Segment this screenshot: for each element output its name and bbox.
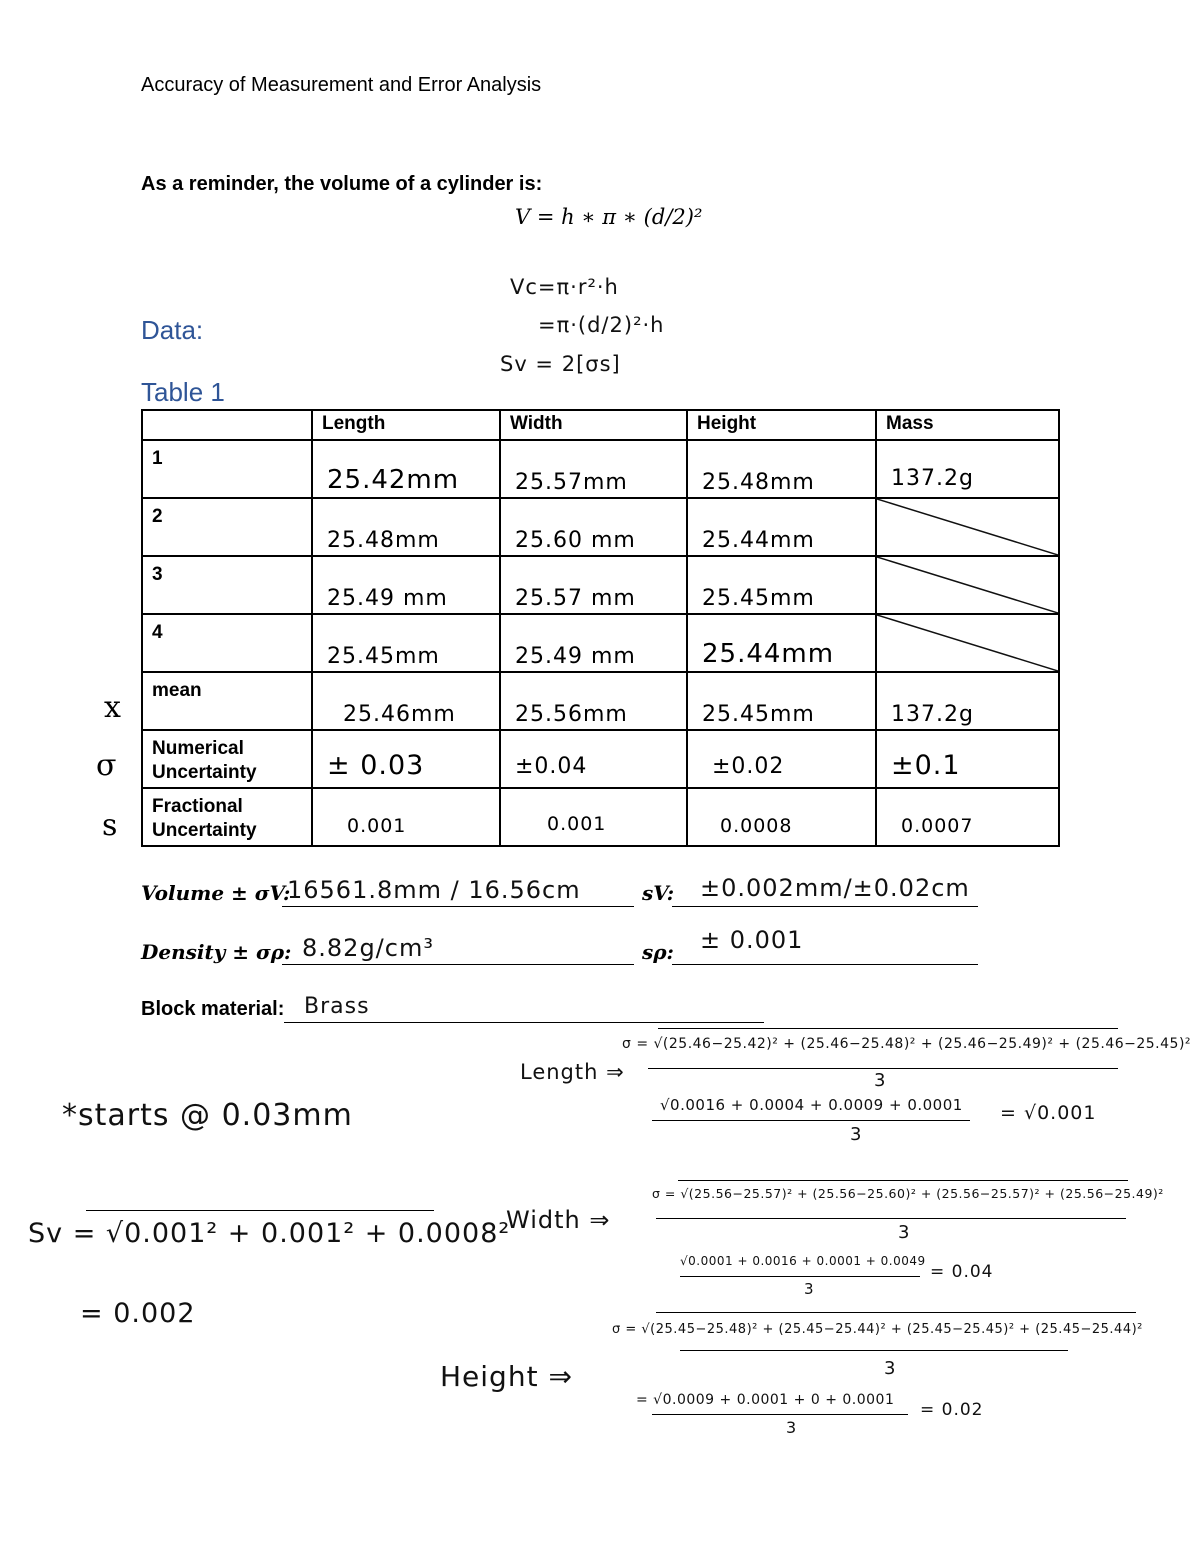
- header-width: Width: [500, 410, 687, 440]
- sv-calculation: Sv = √0.001² + 0.001² + 0.0008²: [28, 1218, 511, 1249]
- cell-length: [312, 672, 500, 730]
- width-root-bar: [678, 1180, 1128, 1181]
- length-numerator: σ = √(25.46−25.42)² + (25.46−25.48)² + (25.46−25.49)² + (25.46−25.45)²: [622, 1036, 1192, 1052]
- row-label: 2: [142, 498, 312, 556]
- table-row: [142, 440, 1059, 498]
- block-material-value: Brass: [304, 994, 370, 1019]
- height-work-label: Height ⇒: [440, 1360, 573, 1393]
- margin-sigma-symbol: σ: [96, 748, 117, 783]
- note-formula-line3: Sv = 2[σs]: [500, 352, 621, 376]
- length-denominator-2: 3: [850, 1124, 863, 1145]
- cell-width: [500, 788, 687, 846]
- width-fraction-bar: [656, 1218, 1126, 1219]
- width-numerator: σ = √(25.56−25.57)² + (25.56−25.60)² + (25.56−25.57)² + (25.56−25.49)²: [652, 1186, 1164, 1201]
- cell-value: 25.56mm: [515, 702, 628, 727]
- margin-s-symbol: s: [102, 808, 118, 843]
- row-label: 1: [142, 440, 312, 498]
- cylinder-volume-formula: V = h ∗ π ∗ (d/2)²: [515, 205, 703, 229]
- cell-value: 25.49 mm: [515, 644, 636, 669]
- width-fraction-bar-2: [680, 1276, 920, 1277]
- cell-value: 25.49 mm: [327, 586, 448, 611]
- volume-value: 16561.8mm / 16.56cm: [287, 876, 581, 904]
- cell-length: [312, 614, 500, 672]
- width-result: = 0.04: [930, 1262, 994, 1282]
- cell-value: 25.45mm: [702, 702, 815, 727]
- cell-length: [312, 440, 500, 498]
- cell-value: ± 0.03: [327, 750, 425, 781]
- length-fraction-bar-2: [652, 1120, 970, 1121]
- cell-width: [500, 498, 687, 556]
- strike-through-line: [877, 615, 1058, 671]
- height-numerator-2: = √0.0009 + 0.0001 + 0 + 0.0001: [636, 1392, 895, 1408]
- cell-height: [687, 498, 876, 556]
- row-label: Numerical Uncertainty: [142, 730, 312, 788]
- cell-height: [687, 672, 876, 730]
- cell-length: [312, 498, 500, 556]
- cell-length: [312, 788, 500, 846]
- cell-height: [687, 440, 876, 498]
- header-length: Length: [312, 410, 500, 440]
- cell-value: 25.57mm: [515, 470, 628, 495]
- cell-value: 25.44mm: [702, 528, 815, 553]
- cell-width: [500, 672, 687, 730]
- height-numerator: σ = √(25.45−25.48)² + (25.45−25.44)² + (25.45−25.45)² + (25.45−25.44)²: [612, 1322, 1143, 1337]
- cell-mass: [876, 730, 1059, 788]
- cell-height: [687, 730, 876, 788]
- header-mass: Mass: [876, 410, 1059, 440]
- cell-mass: [876, 440, 1059, 498]
- width-denominator-2: 3: [804, 1280, 815, 1298]
- cell-mass: [876, 788, 1059, 846]
- table-row-fractional-uncertainty: [142, 788, 1059, 846]
- strike-through-line: [877, 499, 1058, 555]
- cell-value: 25.44mm: [702, 639, 835, 669]
- cell-value: 137.2g: [891, 466, 974, 491]
- density-s-label: sρ:: [642, 940, 674, 964]
- cell-height: [687, 556, 876, 614]
- cell-value: 25.60 mm: [515, 528, 636, 553]
- header-height: Height: [687, 410, 876, 440]
- cell-length: [312, 556, 500, 614]
- density-label: Density ± σρ:: [141, 940, 292, 964]
- row-label: 3: [142, 556, 312, 614]
- cell-value: 0.0008: [720, 815, 793, 837]
- header-empty: [142, 410, 312, 440]
- length-numerator-2: √0.0016 + 0.0004 + 0.0009 + 0.0001: [660, 1096, 963, 1114]
- length-result: = √0.001: [1000, 1102, 1097, 1124]
- data-heading: Data:: [141, 315, 204, 345]
- cell-mass-empty: [876, 614, 1059, 672]
- cell-value: 0.0007: [901, 815, 974, 837]
- cell-height: [687, 788, 876, 846]
- cell-mass-empty: [876, 556, 1059, 614]
- margin-mean-symbol: x: [104, 690, 121, 725]
- cell-value: ±0.1: [891, 750, 961, 781]
- length-denominator: 3: [874, 1070, 887, 1091]
- table-row: [142, 614, 1059, 672]
- height-root-bar: [656, 1312, 1136, 1313]
- volume-label: Volume ± σV:: [141, 881, 291, 905]
- height-fraction-bar-2: [652, 1414, 908, 1415]
- cell-value: 137.2g: [891, 702, 974, 727]
- cell-value: 25.45mm: [327, 644, 440, 669]
- starts-note: *starts @ 0.03mm: [62, 1098, 353, 1133]
- cell-value: 0.001: [547, 813, 607, 835]
- cell-value: 25.45mm: [702, 586, 815, 611]
- density-value: 8.82g/cm³: [302, 934, 434, 962]
- width-numerator-2: √0.0001 + 0.0016 + 0.0001 + 0.0049: [680, 1254, 926, 1268]
- cell-value: ±0.04: [515, 754, 588, 779]
- height-fraction-bar: [680, 1350, 1068, 1351]
- document-title: Accuracy of Measurement and Error Analysis: [141, 74, 542, 96]
- cylinder-reminder: As a reminder, the volume of a cylinder is:: [141, 173, 543, 195]
- row-label: 4: [142, 614, 312, 672]
- note-formula-line1: Vc=π·r²·h: [510, 275, 619, 299]
- strike-through-line: [877, 557, 1058, 613]
- sv-root-bar: [86, 1210, 434, 1211]
- cell-value: ±0.02: [712, 754, 785, 779]
- cell-mass-empty: [876, 498, 1059, 556]
- length-fraction-bar: [648, 1068, 1118, 1069]
- cell-width: [500, 440, 687, 498]
- cell-value: 25.46mm: [343, 702, 456, 727]
- cell-width: [500, 730, 687, 788]
- cell-mass: [876, 672, 1059, 730]
- row-label: Fractional Uncertainty: [142, 788, 312, 846]
- height-result: = 0.02: [920, 1400, 984, 1420]
- density-s-value: ± 0.001: [700, 926, 804, 954]
- table-row: [142, 556, 1059, 614]
- cell-length: [312, 730, 500, 788]
- cell-value: 25.48mm: [702, 470, 815, 495]
- block-material-label: Block material:: [141, 998, 285, 1020]
- table-row-numerical-uncertainty: [142, 730, 1059, 788]
- cell-width: [500, 614, 687, 672]
- width-work-label: Width ⇒: [506, 1206, 611, 1234]
- cell-value: 25.42mm: [327, 465, 460, 495]
- table-heading: Table 1: [141, 377, 225, 407]
- cell-value: 0.001: [347, 815, 407, 837]
- sv-result: = 0.002: [80, 1298, 196, 1329]
- volume-s-value: ±0.002mm/±0.02cm: [700, 874, 970, 902]
- row-label: mean: [142, 672, 312, 730]
- data-table: [141, 409, 1060, 847]
- table-row: [142, 498, 1059, 556]
- table-header-row: [142, 410, 1059, 440]
- length-work-label: Length ⇒: [520, 1060, 625, 1084]
- table-row-mean: [142, 672, 1059, 730]
- height-denominator-2: 3: [786, 1418, 798, 1437]
- cell-value: 25.57 mm: [515, 586, 636, 611]
- volume-s-label: sV:: [642, 881, 675, 905]
- cell-value: 25.48mm: [327, 528, 440, 553]
- height-denominator: 3: [884, 1358, 897, 1379]
- width-denominator: 3: [898, 1222, 911, 1243]
- cell-height: [687, 614, 876, 672]
- cell-width: [500, 556, 687, 614]
- note-formula-line2: =π·(d/2)²·h: [538, 313, 665, 337]
- length-root-bar: [658, 1028, 1118, 1029]
